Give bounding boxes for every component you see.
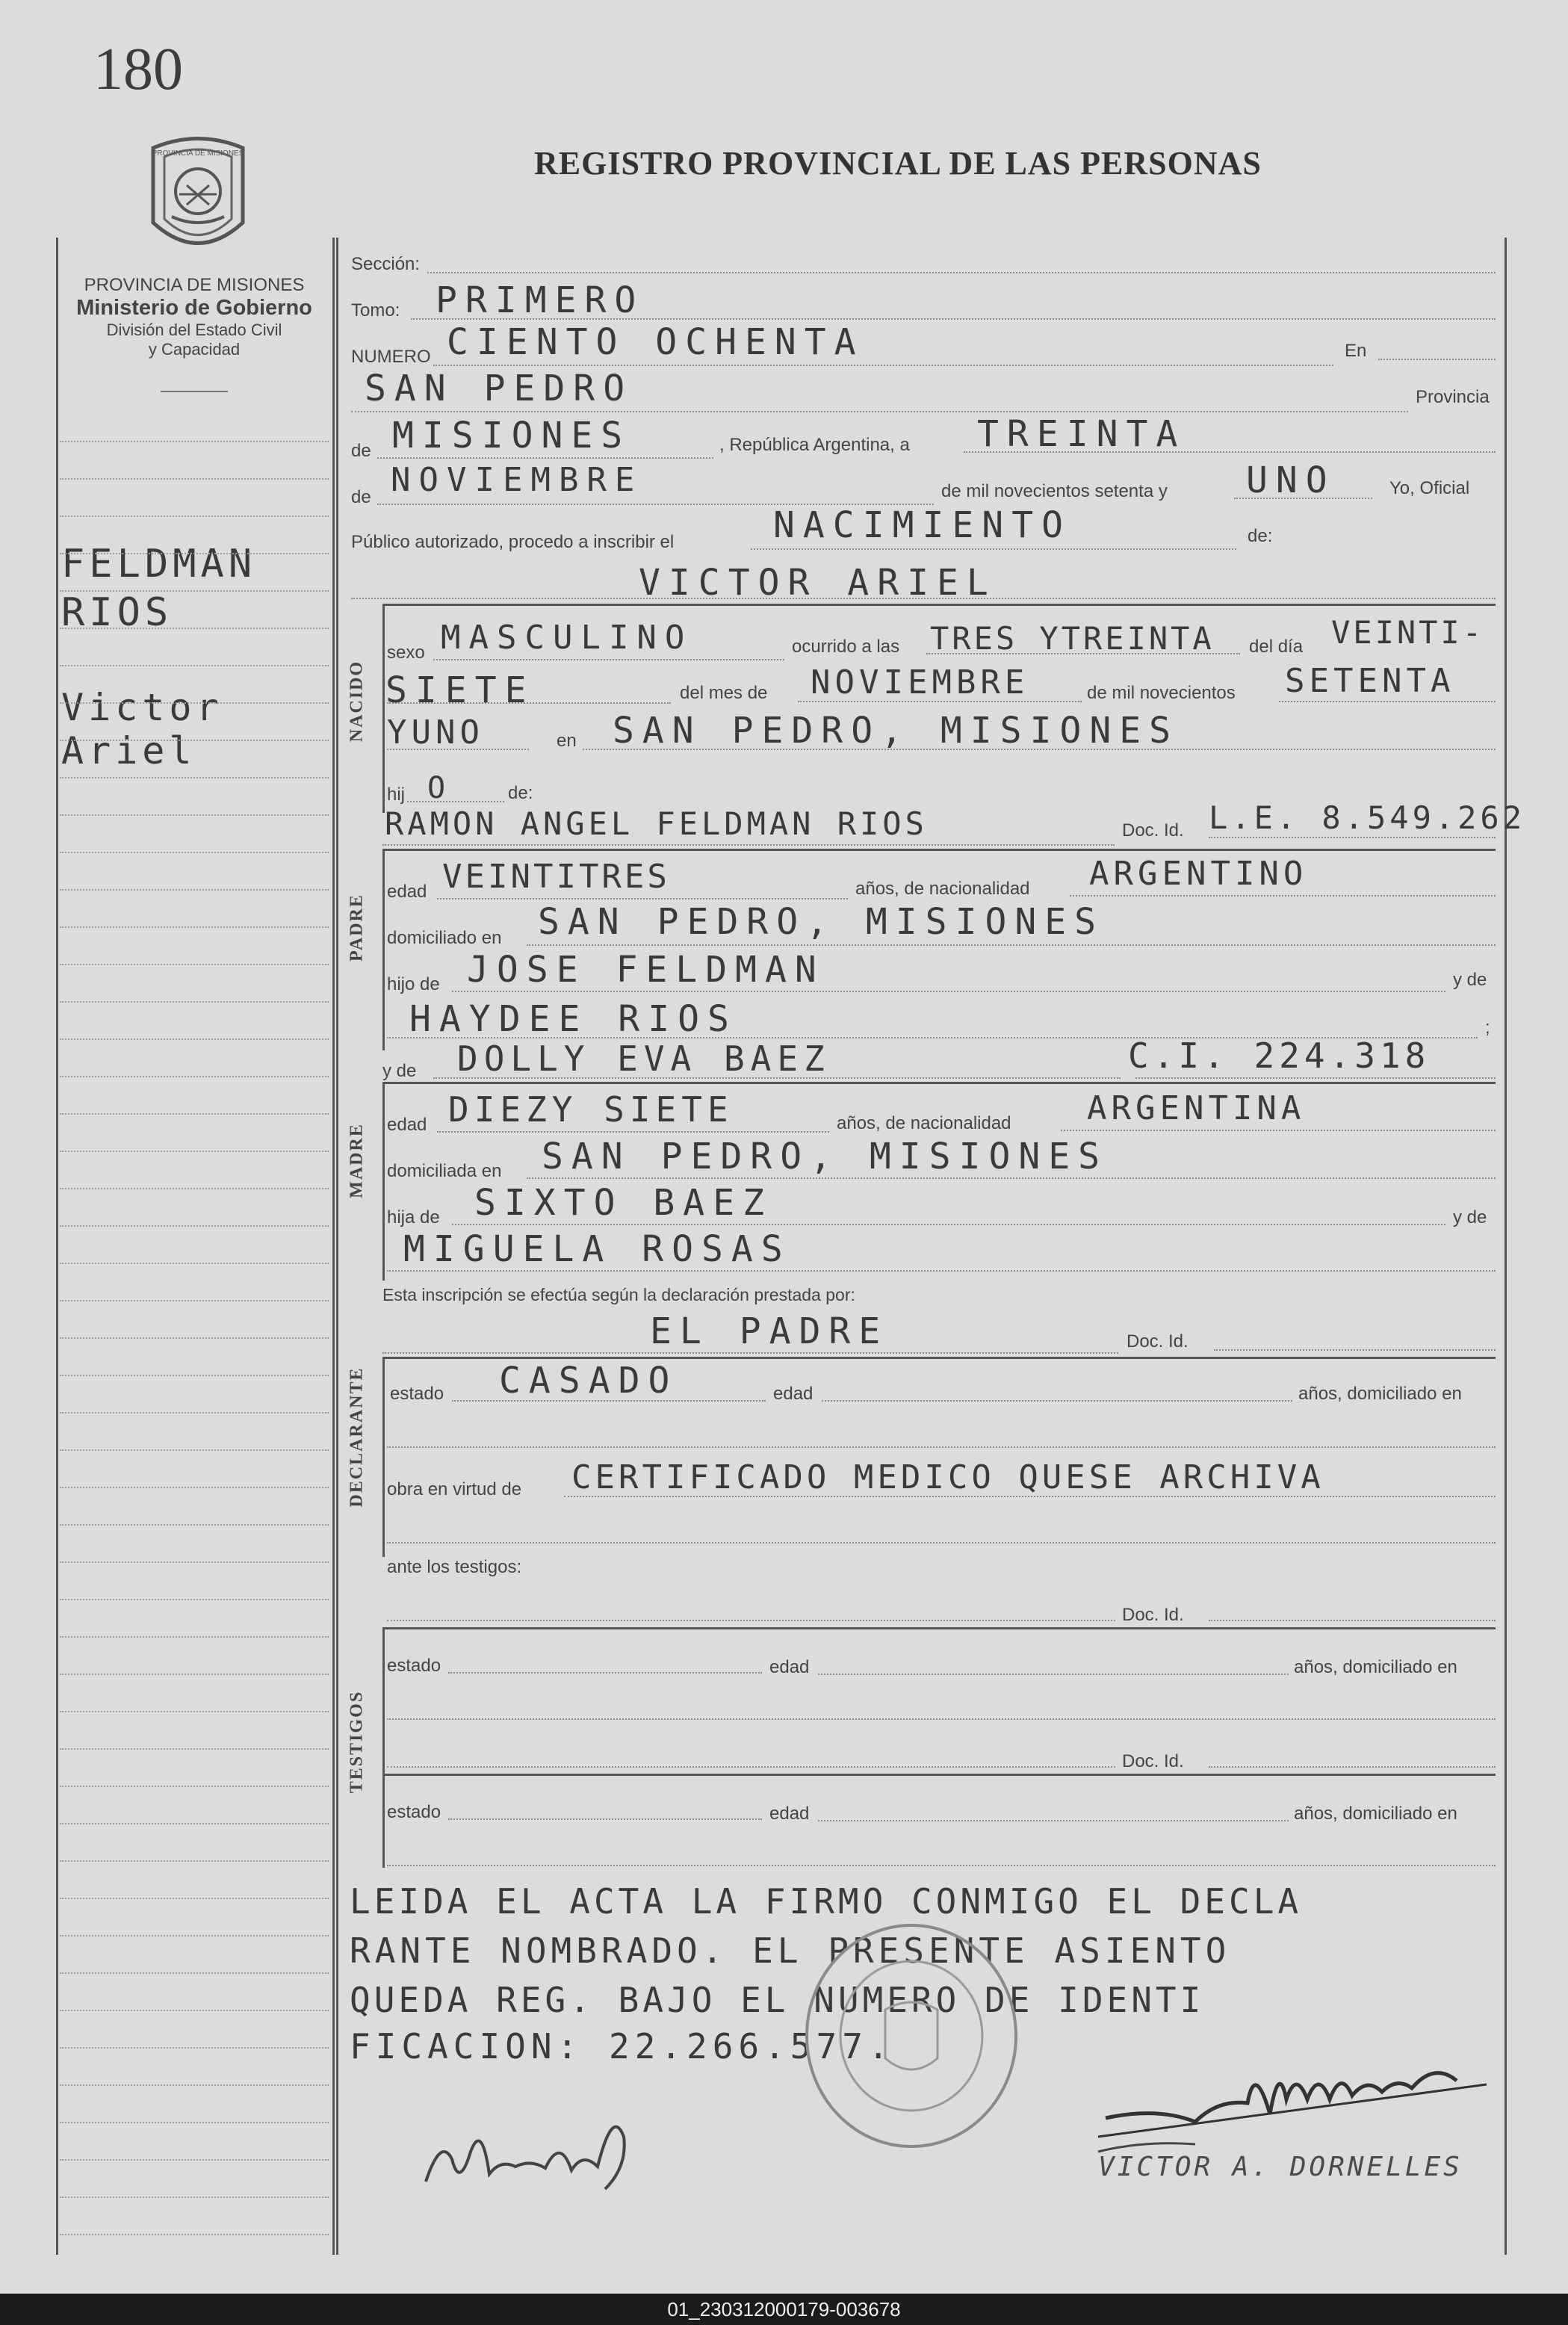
- margin-ruled-line: [60, 2234, 329, 2235]
- margin-ruled-line: [60, 1786, 329, 1787]
- margin-ruled-line: [60, 1375, 329, 1376]
- page-title: REGISTRO PROVINCIAL DE LAS PERSONAS: [534, 145, 1262, 182]
- margin-ruled-line: [60, 665, 329, 666]
- label-edad-testigo-2: edad: [769, 1804, 810, 1824]
- padre-edad: VEINTITRES: [442, 858, 670, 896]
- margin-ruled-line: [60, 1524, 329, 1526]
- nacido-sexo: MASCULINO: [441, 619, 693, 657]
- margin-ruled-line: [60, 2122, 329, 2123]
- margin-ruled-line: [60, 1636, 329, 1638]
- padre-nacionalidad: ARGENTINO: [1089, 855, 1308, 893]
- margin-ruled-line: [60, 740, 329, 741]
- margin-ruled-line: [60, 1038, 329, 1040]
- margin-ruled-line: [60, 1076, 329, 1077]
- margin-ruled-line: [60, 1337, 329, 1339]
- label-de-mil: de mil novecientos setenta y: [941, 481, 1168, 501]
- margin-ruled-line: [60, 2047, 329, 2049]
- mes-value: NOVIEMBRE: [391, 461, 643, 499]
- office-ministry: Ministerio de Gobierno: [76, 296, 312, 320]
- margin-ruled-line: [60, 1674, 329, 1675]
- margin-ruled-line: [60, 441, 329, 442]
- label-publico: Público autorizado, procedo a inscribir el: [351, 532, 675, 552]
- label-y-de-padre: y de: [1453, 970, 1487, 990]
- margin-ruled-line: [60, 1263, 329, 1264]
- section-label-declarante: DECLARANTE: [347, 1366, 367, 1508]
- closing-line-4: FICACION: 22.266.577.: [350, 2026, 894, 2067]
- margin-ruled-line: [60, 1860, 329, 1862]
- label-anos-nac-madre: años, de nacionalidad: [837, 1113, 1011, 1133]
- margin-ruled-line: [60, 590, 329, 592]
- label-doc-id-padre: Doc. Id.: [1122, 820, 1184, 840]
- section-label-nacido: NACIDO: [347, 660, 367, 743]
- margin-ruled-line: [60, 553, 329, 554]
- madre-domicilio: SAN PEDRO, MISIONES: [542, 1136, 1109, 1177]
- label-y-de-madre-2: y de: [1453, 1207, 1487, 1227]
- label-semicolon: ;: [1485, 1018, 1490, 1038]
- madre-edad: DIEZY SIETE: [448, 1089, 734, 1130]
- margin-ruled-line: [60, 852, 329, 853]
- closing-line-3: QUEDA REG. BAJO EL NUMERO DE IDENTI: [350, 1980, 1205, 2020]
- margin-ruled-line: [60, 1935, 329, 1937]
- label-de-mil-nov: de mil novecientos: [1087, 683, 1236, 703]
- madre-nombre: DOLLY EVA BAEZ: [457, 1038, 831, 1079]
- label-provincia: Provincia: [1416, 387, 1490, 407]
- nacido-hij-suffix: O: [427, 771, 454, 805]
- margin-ruled-line: [60, 1561, 329, 1563]
- lugar-value: SAN PEDRO: [365, 368, 633, 409]
- declarante-quien: EL PADRE: [650, 1310, 889, 1352]
- dia-value: TREINTA: [977, 413, 1186, 455]
- margin-name-1: Victor: [61, 686, 223, 729]
- nacido-ano-2: YUNO: [387, 713, 484, 752]
- declarante-obra: CERTIFICADO MEDICO QUESE ARCHIVA: [571, 1458, 1324, 1496]
- margin-ruled-line: [60, 2010, 329, 2011]
- label-anos-nac-padre: años, de nacionalidad: [855, 879, 1030, 899]
- nacido-dia-1: VEINTI-: [1331, 614, 1485, 651]
- declarant-signature: [418, 2107, 642, 2204]
- label-domiciliada-madre: domiciliada en: [387, 1161, 502, 1181]
- margin-ruled-line: [60, 1487, 329, 1488]
- label-obra: obra en virtud de: [387, 1479, 522, 1499]
- margin-name-2: Ariel: [61, 729, 196, 773]
- margin-ruled-line: [60, 926, 329, 928]
- margin-ruled-line: [60, 1188, 329, 1189]
- label-doc-id-testigo-2: Doc. Id.: [1122, 1751, 1184, 1771]
- label-en-lc: en: [557, 731, 577, 751]
- label-edad-madre: edad: [387, 1115, 427, 1135]
- page-number: 180: [93, 37, 183, 102]
- label-doc-id-testigo-1: Doc. Id.: [1122, 1605, 1184, 1625]
- nacido-hora: TRES YTREINTA: [930, 620, 1215, 657]
- margin-ruled-line: [60, 1898, 329, 1899]
- madre-padre: SIXTO BAEZ: [474, 1182, 772, 1224]
- acto-value: NACIMIENTO: [773, 504, 1071, 546]
- margin-ruled-line: [60, 1599, 329, 1600]
- ano-value: UNO: [1246, 459, 1336, 501]
- section-label-madre: MADRE: [347, 1123, 367, 1198]
- label-inscripcion: Esta inscripción se efectúa según la declaración prestada por:: [382, 1285, 855, 1304]
- nacido-lugar: SAN PEDRO, MISIONES: [613, 710, 1180, 752]
- margin-ruled-line: [60, 2196, 329, 2198]
- label-doc-id-declarante: Doc. Id.: [1127, 1331, 1189, 1352]
- tomo-value: PRIMERO: [436, 279, 645, 321]
- label-edad-testigo-1: edad: [769, 1657, 810, 1677]
- label-sexo: sexo: [387, 643, 425, 663]
- padre-nombre: RAMON ANGEL FELDMAN RIOS: [385, 805, 928, 842]
- madre-nacionalidad: ARGENTINA: [1087, 1089, 1306, 1127]
- numero-value: CIENTO OCHENTA: [447, 321, 864, 363]
- label-anos-dom-testigo-2: años, domiciliado en: [1294, 1804, 1457, 1824]
- margin-ruled-line: [60, 1225, 329, 1227]
- declarante-estado: CASADO: [499, 1360, 678, 1402]
- margin-ruled-line: [60, 1001, 329, 1003]
- label-domiciliado-padre: domiciliado en: [387, 928, 502, 948]
- image-id-footer: 01_230312000179-003678: [0, 2294, 1568, 2325]
- margin-ruled-line: [60, 1300, 329, 1301]
- margin-ruled-line: [60, 1711, 329, 1712]
- margin-ruled-line: [60, 628, 329, 629]
- nacido-mes: NOVIEMBRE: [811, 663, 1029, 702]
- officer-name: VICTOR A. DORNELLES: [1098, 2152, 1463, 2182]
- margin-ruled-line: [60, 2159, 329, 2161]
- label-numero: NUMERO: [351, 347, 431, 367]
- office-division: División del Estado Civil: [106, 321, 282, 339]
- madre-doc: C.I. 224.318: [1128, 1035, 1431, 1076]
- label-tomo: Tomo:: [351, 300, 400, 321]
- margin-surname-1: FELDMAN: [61, 542, 257, 586]
- nacido-dia-2: SIETE: [385, 669, 535, 711]
- margin-ruled-line: [60, 2084, 329, 2086]
- closing-line-2: RANTE NOMBRADO. EL PRESENTE ASIENTO: [350, 1931, 1231, 1971]
- margin-ruled-line: [60, 1449, 329, 1451]
- label-anos-dom-declarante: años, domiciliado en: [1298, 1384, 1462, 1404]
- officer-signature: [1083, 2047, 1502, 2167]
- margin-ruled-line: [60, 814, 329, 816]
- margin-ruled-line: [60, 1823, 329, 1824]
- nacido-nombre: VICTOR ARIEL: [639, 562, 997, 604]
- label-de-2: de: [351, 487, 371, 507]
- label-ante: ante los testigos:: [387, 1557, 522, 1577]
- margin-ruled-line: [60, 1412, 329, 1414]
- coat-of-arms-seal: [142, 133, 254, 261]
- margin-ruled-line: [60, 777, 329, 778]
- office-capacity: y Capacidad: [148, 340, 241, 359]
- seal-text: PROVINCIA DE MISIONES: [152, 149, 244, 158]
- margin-ruled-line: [60, 889, 329, 891]
- margin-ruled-line: [60, 702, 329, 704]
- office-province: PROVINCIA DE MISIONES: [84, 275, 305, 295]
- label-anos-dom-testigo-1: años, domiciliado en: [1294, 1657, 1457, 1677]
- label-de-1: de: [351, 441, 371, 461]
- label-ocurrido: ocurrido a las: [792, 637, 900, 657]
- label-edad-declarante: edad: [773, 1384, 814, 1404]
- provincia-value: MISIONES: [392, 415, 631, 456]
- label-edad-padre: edad: [387, 882, 427, 902]
- label-hij: hij: [387, 784, 406, 805]
- margin-ruled-line: [60, 516, 329, 517]
- label-del-dia: del día: [1249, 637, 1304, 657]
- label-de-colon-2: de:: [508, 783, 533, 803]
- section-label-padre: PADRE: [347, 894, 367, 962]
- label-yo-oficial: Yo, Oficial: [1389, 478, 1470, 498]
- label-republica: , República Argentina, a: [719, 435, 910, 455]
- padre-doc: L.E. 8.549.262: [1209, 799, 1526, 836]
- section-label-testigos: TESTIGOS: [347, 1690, 367, 1794]
- label-estado-testigo-1: estado: [387, 1656, 441, 1676]
- closing-line-1: LEIDA EL ACTA LA FIRMO CONMIGO EL DECLA: [350, 1881, 1303, 1922]
- margin-ruled-line: [60, 1151, 329, 1152]
- margin-ruled-line: [60, 1748, 329, 1750]
- label-y-de-madre: y de: [382, 1061, 417, 1081]
- label-hija-de: hija de: [387, 1207, 440, 1227]
- label-en: En: [1345, 341, 1367, 361]
- margin-ruled-line: [60, 1113, 329, 1115]
- padre-domicilio: SAN PEDRO, MISIONES: [538, 901, 1105, 943]
- margin-surname-2: RIOS: [61, 590, 173, 635]
- label-del-mes: del mes de: [680, 683, 768, 703]
- official-stamp: [799, 1920, 1023, 2152]
- label-estado-declarante: estado: [390, 1384, 444, 1404]
- margin-ruled-line: [60, 478, 329, 480]
- padre-madre: HAYDEE RIOS: [409, 998, 737, 1040]
- label-seccion: Sección:: [351, 254, 421, 274]
- label-estado-testigo-2: estado: [387, 1802, 441, 1822]
- label-hijo-de: hijo de: [387, 974, 440, 994]
- padre-padre: JOSE FELDMAN: [467, 949, 825, 991]
- label-de-colon: de:: [1248, 526, 1273, 546]
- margin-ruled-line: [60, 1972, 329, 1974]
- nacido-ano-1: SETENTA: [1285, 662, 1455, 700]
- margin-ruled-line: [60, 964, 329, 965]
- madre-madre: MIGUELA ROSAS: [403, 1228, 791, 1270]
